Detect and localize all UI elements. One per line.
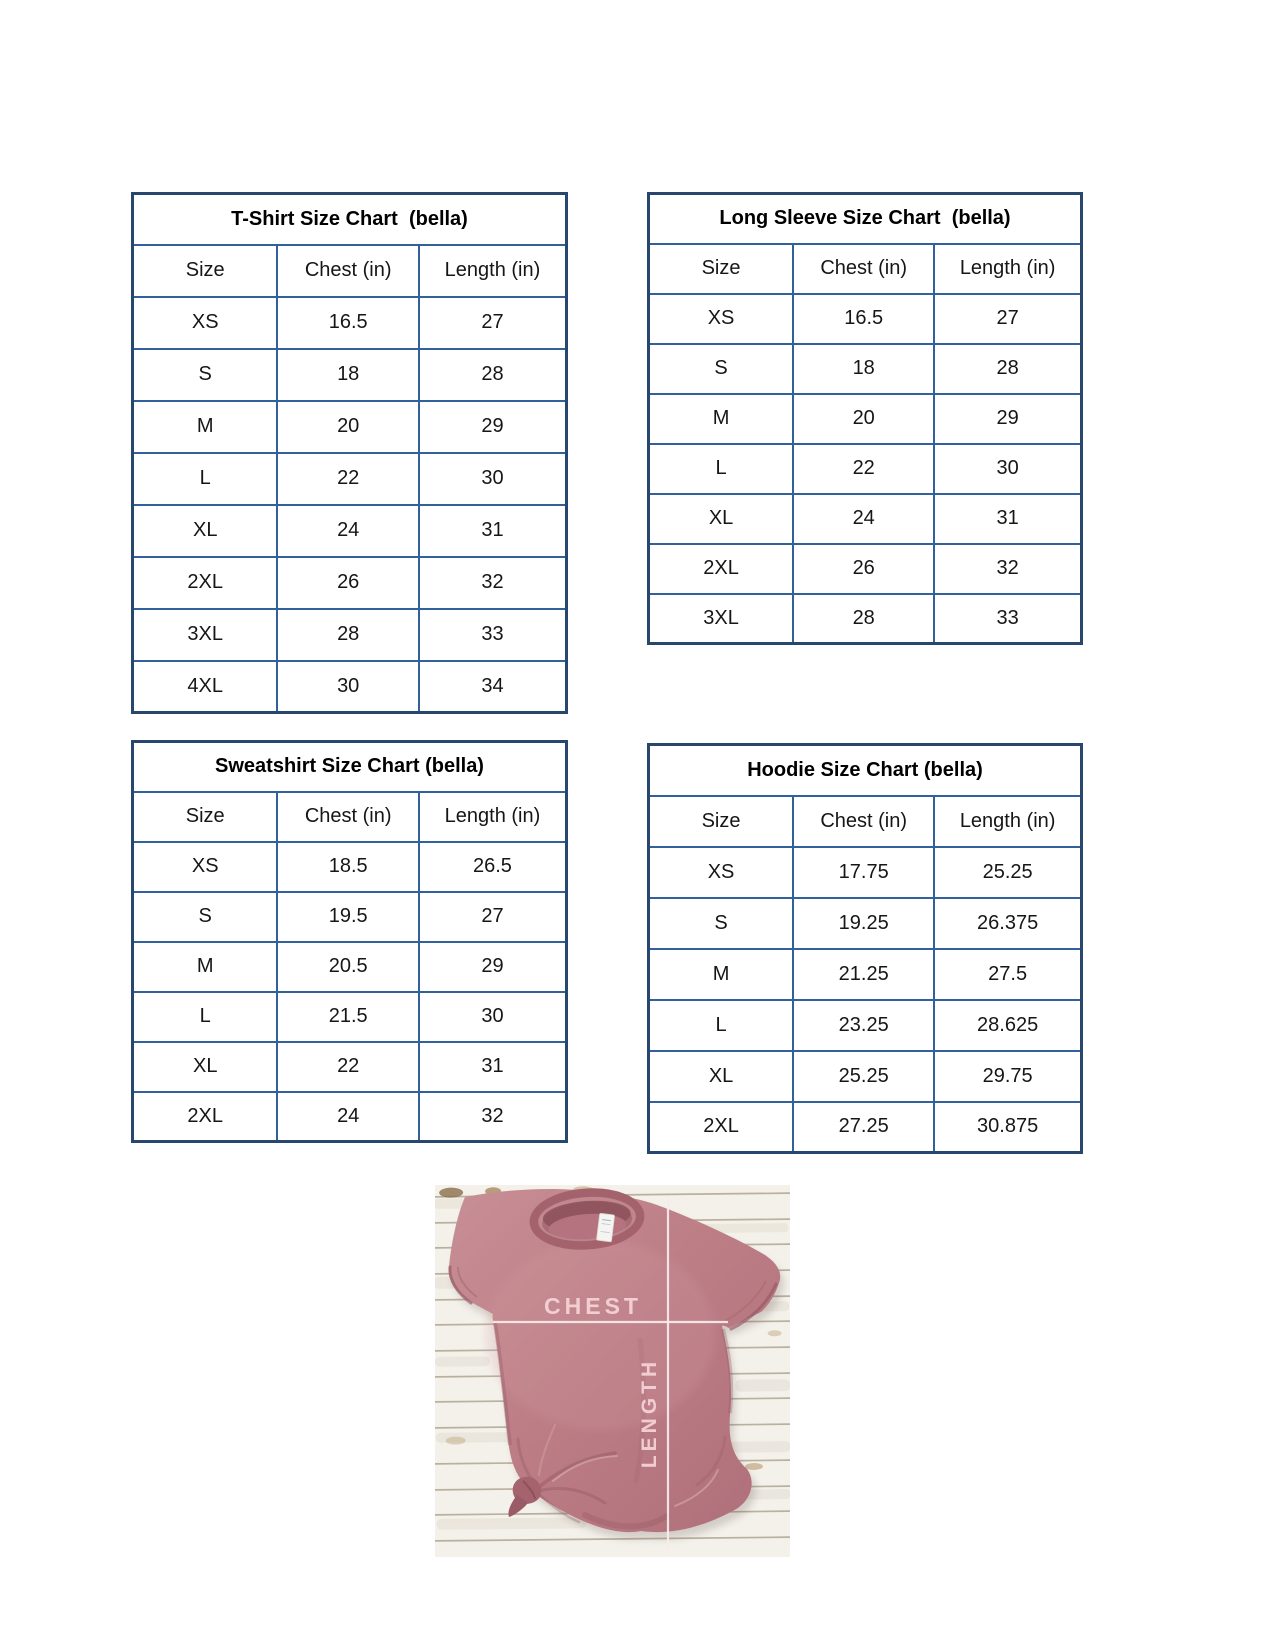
size-cell: 18 xyxy=(277,349,418,401)
column-header: Length (in) xyxy=(419,792,567,842)
size-row xyxy=(133,609,567,661)
size-cell: 19.25 xyxy=(793,898,934,949)
size-cell: 23.25 xyxy=(793,1000,934,1051)
size-cell: 28 xyxy=(793,594,934,644)
size-cell: 31 xyxy=(419,505,567,557)
size-cell: M xyxy=(649,949,794,1000)
column-header: Length (in) xyxy=(419,245,567,297)
column-header: Size xyxy=(649,244,794,294)
size-row xyxy=(133,557,567,609)
size-cell: 22 xyxy=(277,453,418,505)
size-cell: 30.875 xyxy=(934,1102,1081,1153)
size-row xyxy=(649,1051,1082,1102)
column-header: Chest (in) xyxy=(793,244,934,294)
size-cell: 30 xyxy=(277,661,418,713)
size-cell: 27.5 xyxy=(934,949,1081,1000)
size-cell: 3XL xyxy=(133,609,278,661)
column-header: Size xyxy=(649,796,794,847)
table-header-row xyxy=(649,796,1082,847)
column-header: Length (in) xyxy=(934,244,1081,294)
size-cell: 2XL xyxy=(649,544,794,594)
size-row xyxy=(649,344,1082,394)
size-cell: 26.375 xyxy=(934,898,1081,949)
size-row xyxy=(133,992,567,1042)
size-row xyxy=(133,401,567,453)
table-title: Long Sleeve Size Chart (bella) xyxy=(649,194,1082,244)
table-header-row xyxy=(649,244,1082,294)
size-row xyxy=(133,1092,567,1142)
column-header: Chest (in) xyxy=(793,796,934,847)
size-cell: 18 xyxy=(793,344,934,394)
size-cell: M xyxy=(649,394,794,444)
size-cell: M xyxy=(133,942,278,992)
longsleeve-size-table xyxy=(647,192,1083,645)
size-cell: 24 xyxy=(277,1092,418,1142)
size-cell: XL xyxy=(649,494,794,544)
size-cell: 18.5 xyxy=(277,842,418,892)
size-cell: 26.5 xyxy=(419,842,567,892)
size-row xyxy=(133,942,567,992)
size-cell: 29 xyxy=(419,401,567,453)
size-cell: 22 xyxy=(793,444,934,494)
size-row xyxy=(133,661,567,713)
size-cell: 33 xyxy=(419,609,567,661)
table-header-row xyxy=(133,792,567,842)
size-row xyxy=(133,505,567,557)
table-header-row xyxy=(133,245,567,297)
size-cell: 19.5 xyxy=(277,892,418,942)
size-row xyxy=(133,297,567,349)
length-label: LENGTH xyxy=(638,1357,661,1469)
size-cell: S xyxy=(649,344,794,394)
table-title: T-Shirt Size Chart (bella) xyxy=(133,194,567,245)
size-cell: L xyxy=(133,453,278,505)
size-cell: 30 xyxy=(419,453,567,505)
size-row xyxy=(133,892,567,942)
size-cell: 34 xyxy=(419,661,567,713)
size-cell: 32 xyxy=(419,1092,567,1142)
size-cell: XS xyxy=(649,847,794,898)
size-cell: XS xyxy=(649,294,794,344)
size-cell: XL xyxy=(133,1042,278,1092)
size-cell: 32 xyxy=(419,557,567,609)
size-cell: S xyxy=(133,349,278,401)
size-row xyxy=(649,1000,1082,1051)
size-cell: XS xyxy=(133,297,278,349)
hoodie-size-table xyxy=(647,743,1083,1154)
size-cell: 20.5 xyxy=(277,942,418,992)
neck-label-tag xyxy=(596,1213,614,1242)
column-header: Size xyxy=(133,792,278,842)
size-cell: 2XL xyxy=(649,1102,794,1153)
collar xyxy=(532,1189,641,1248)
size-row xyxy=(649,847,1082,898)
size-cell: L xyxy=(133,992,278,1042)
size-cell: XL xyxy=(133,505,278,557)
size-row xyxy=(133,1042,567,1092)
size-cell: XS xyxy=(133,842,278,892)
size-cell: 32 xyxy=(934,544,1081,594)
chest-label: CHEST xyxy=(544,1293,642,1319)
size-cell: 29 xyxy=(419,942,567,992)
size-cell: 30 xyxy=(934,444,1081,494)
size-cell: 24 xyxy=(277,505,418,557)
size-cell: 28 xyxy=(934,344,1081,394)
size-row xyxy=(649,394,1082,444)
size-cell: 29.75 xyxy=(934,1051,1081,1102)
size-row xyxy=(133,453,567,505)
size-cell: 31 xyxy=(419,1042,567,1092)
size-cell: 25.25 xyxy=(934,847,1081,898)
size-cell: 33 xyxy=(934,594,1081,644)
sweatshirt-size-table xyxy=(131,740,568,1143)
table-title-row xyxy=(133,742,567,792)
size-cell: 27 xyxy=(419,297,567,349)
size-row xyxy=(649,949,1082,1000)
size-row xyxy=(649,898,1082,949)
column-header: Length (in) xyxy=(934,796,1081,847)
size-row xyxy=(649,494,1082,544)
size-cell: S xyxy=(649,898,794,949)
size-cell: 20 xyxy=(793,394,934,444)
table-title-row xyxy=(133,194,567,245)
size-cell: 28 xyxy=(277,609,418,661)
size-cell: 4XL xyxy=(133,661,278,713)
size-cell: S xyxy=(133,892,278,942)
size-cell: 2XL xyxy=(133,557,278,609)
size-cell: 31 xyxy=(934,494,1081,544)
table-title-row xyxy=(649,745,1082,796)
size-cell: 27 xyxy=(934,294,1081,344)
size-cell: 2XL xyxy=(133,1092,278,1142)
size-cell: 21.5 xyxy=(277,992,418,1042)
size-cell: 22 xyxy=(277,1042,418,1092)
table-title-row xyxy=(649,194,1082,244)
size-cell: 3XL xyxy=(649,594,794,644)
size-cell: 27.25 xyxy=(793,1102,934,1153)
size-cell: 28 xyxy=(419,349,567,401)
size-row xyxy=(649,1102,1082,1153)
size-row xyxy=(649,294,1082,344)
column-header: Size xyxy=(133,245,278,297)
size-cell: L xyxy=(649,1000,794,1051)
column-header: Chest (in) xyxy=(277,792,418,842)
table-title: Sweatshirt Size Chart (bella) xyxy=(133,742,567,792)
size-cell: 26 xyxy=(793,544,934,594)
size-cell: 26 xyxy=(277,557,418,609)
table-title: Hoodie Size Chart (bella) xyxy=(649,745,1082,796)
size-row xyxy=(649,544,1082,594)
size-cell: 29 xyxy=(934,394,1081,444)
size-row xyxy=(133,842,567,892)
size-cell: M xyxy=(133,401,278,453)
size-cell: 25.25 xyxy=(793,1051,934,1102)
size-row xyxy=(133,349,567,401)
size-cell: 21.25 xyxy=(793,949,934,1000)
size-row xyxy=(649,594,1082,644)
size-cell: 16.5 xyxy=(793,294,934,344)
column-header: Chest (in) xyxy=(277,245,418,297)
size-cell: 16.5 xyxy=(277,297,418,349)
size-cell: 30 xyxy=(419,992,567,1042)
size-cell: 27 xyxy=(419,892,567,942)
size-cell: 17.75 xyxy=(793,847,934,898)
size-cell: 28.625 xyxy=(934,1000,1081,1051)
size-cell: L xyxy=(649,444,794,494)
size-row xyxy=(649,444,1082,494)
tshirt-size-table xyxy=(131,192,568,714)
size-cell: 24 xyxy=(793,494,934,544)
size-cell: 20 xyxy=(277,401,418,453)
shirt-measurement-photo xyxy=(435,1185,790,1557)
size-cell: XL xyxy=(649,1051,794,1102)
